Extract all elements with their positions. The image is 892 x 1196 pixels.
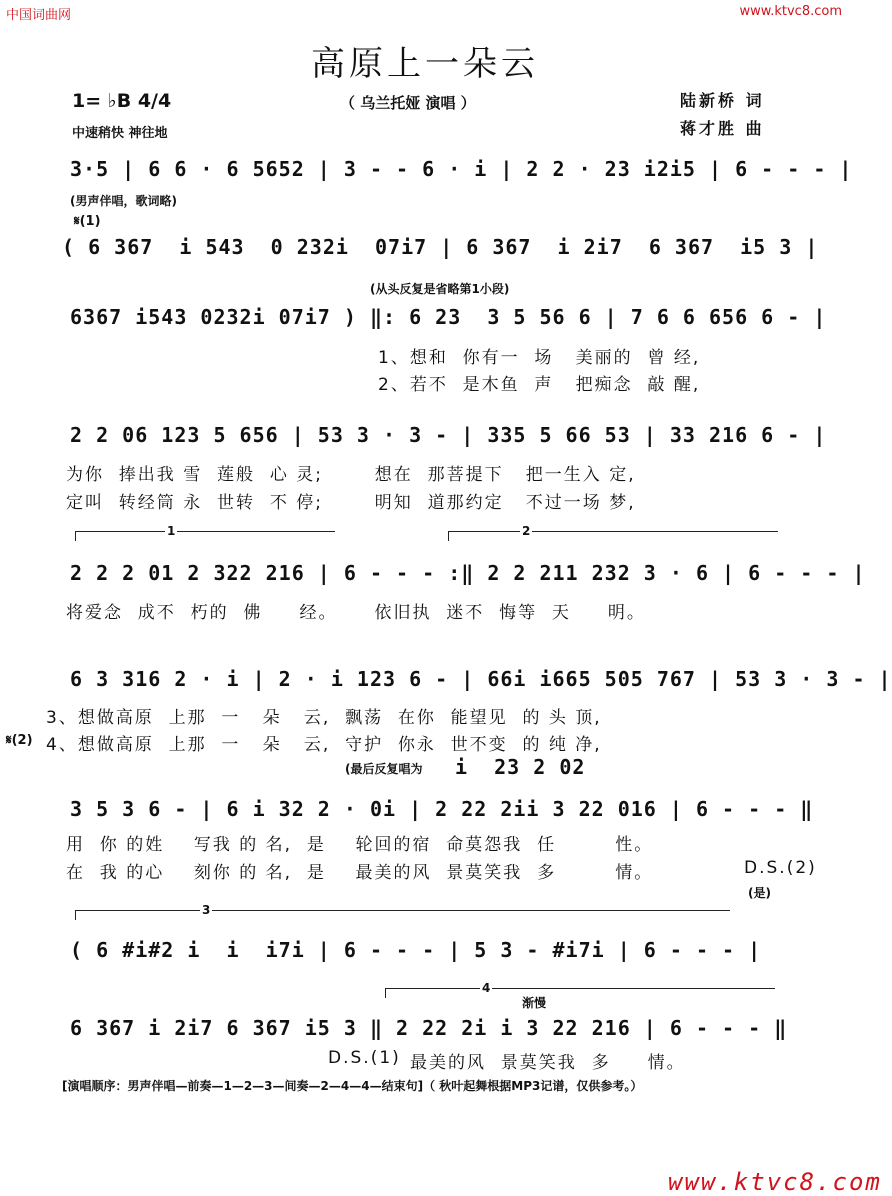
volta-bracket-2-start	[448, 531, 449, 541]
lyric-7-verse-3: 用 你 的姓 写我 的 名, 是 轮回的宿 命莫怨我 任 性。	[66, 835, 654, 855]
ritardando-marking: 渐慢	[522, 996, 547, 1010]
lyric-4-verse-2: 定叫 转经筒 永 世转 不 停; 明知 道那约定 不过一场 梦,	[66, 493, 636, 513]
dal-segno-1: D.S.(1)	[328, 1048, 401, 1068]
segno-1: 𝄋(1)	[74, 214, 101, 229]
lyric-9: 最美的风 景莫笑我 多 情。	[410, 1053, 686, 1073]
volta-bracket-4-start	[385, 988, 386, 998]
lyric-3-verse-1: 1、想和 你有一 场 美丽的 曾 经,	[378, 348, 701, 368]
song-title: 高原上一朵云	[311, 44, 539, 84]
segno-2: 𝄋(2)	[6, 733, 33, 748]
volta-3-label: 3	[202, 903, 211, 917]
last-repeat-instruction: (最后反复唱为	[345, 762, 423, 776]
last-repeat-notes: i 23 2 02	[455, 755, 586, 779]
volta-bracket-3	[75, 910, 730, 911]
key-signature: 1= ♭B 4/4	[72, 90, 172, 112]
volta-4-label: 4	[482, 981, 491, 995]
repeat-instruction: (从头反复是省略第1小段)	[370, 282, 510, 296]
score-line-4: 2 2 06 123 5 656 | 53 3 · 3 - | 335 5 66 53 | 33 216 6 - |	[70, 423, 827, 447]
performance-order-note: [演唱顺序：男声伴唱—前奏—1—2—3—间奏—2—4—4—结束句]（ 秋叶起舞根据MP3记谱，仅供参考。）	[62, 1079, 643, 1093]
score-line-5: 2 2 2 01 2 322 216 | 6 - - - :‖ 2 2 211 232 3 · 6 | 6 - - - |	[70, 561, 866, 585]
score-line-3: 6367 i543 0232i 07i7 ) ‖: 6 23 3 5 56 6 | 7 6 6 656 6 - |	[70, 305, 827, 329]
score-line-2: ( 6 367 i 543 0 232i 07i7 | 6 367 i 2i7 6 367 i5 3 |	[62, 235, 819, 259]
repeat-lyric-shi: (是)	[748, 886, 771, 900]
volta-2-label: 2	[522, 524, 531, 538]
lyric-5: 将爱念 成不 朽的 佛 经。 依旧执 迷不 悔等 天 明。	[66, 603, 646, 623]
lyric-4-verse-1: 为你 捧出我 雪 莲般 心 灵; 想在 那菩提下 把一生入 定,	[66, 465, 636, 485]
score-line-9: 6 367 i 2i7 6 367 i5 3 ‖ 2 22 2i i 3 22 216 | 6 - - - ‖	[70, 1016, 788, 1040]
volta-bracket-4	[385, 988, 775, 989]
lyric-7-verse-4: 在 我 的心 刻你 的 名, 是 最美的风 景莫笑我 多 情。	[66, 863, 654, 883]
dal-segno-2: D.S.(2)	[744, 858, 817, 878]
site-url-right[interactable]: www.ktvc8.com	[739, 4, 842, 19]
male-backing-note: (男声伴唱，歌词略)	[70, 194, 177, 208]
lyricist-credit: 陆新桥 词	[680, 91, 765, 110]
tempo-marking: 中速稍快 神往地	[72, 126, 168, 141]
singer-credit: （ 乌兰托娅 演唱 ）	[340, 94, 476, 112]
lyric-6-verse-3: 3、想做高原 上那 一 朵 云, 飘荡 在你 能望见 的 头 顶,	[46, 708, 602, 728]
score-line-7: 3 5 3 6 - | 6 i 32 2 · 0i | 2 22 2ii 3 22 016 | 6 - - - ‖	[70, 797, 814, 821]
volta-bracket-2	[448, 531, 778, 532]
site-name-left[interactable]: 中国词曲网	[6, 8, 72, 23]
volta-bracket-1	[75, 531, 335, 532]
lyric-6-verse-4: 4、想做高原 上那 一 朵 云, 守护 你永 世不变 的 纯 净,	[46, 735, 602, 755]
score-line-1: 3·5 | 6 6 · 6 5652 | 3 - - 6 · i | 2 2 · 23 i2i5 | 6 - - - |	[70, 157, 853, 181]
composer-credit: 蒋才胜 曲	[680, 119, 765, 138]
score-line-6: 6 3 316 2 · i | 2 · i 123 6 - | 66i i665 505 767 | 53 3 · 3 - |	[70, 667, 892, 691]
volta-bracket-3-start	[75, 910, 76, 920]
score-line-8: ( 6 #i#2 i i i7i | 6 - - - | 5 3 - #i7i | 6 - - - |	[70, 938, 762, 962]
volta-bracket-1-start	[75, 531, 76, 541]
site-watermark: www.ktvc8.com	[668, 1168, 882, 1196]
lyric-3-verse-2: 2、若不 是木鱼 声 把痴念 敲 醒,	[378, 375, 701, 395]
volta-1-label: 1	[167, 524, 176, 538]
